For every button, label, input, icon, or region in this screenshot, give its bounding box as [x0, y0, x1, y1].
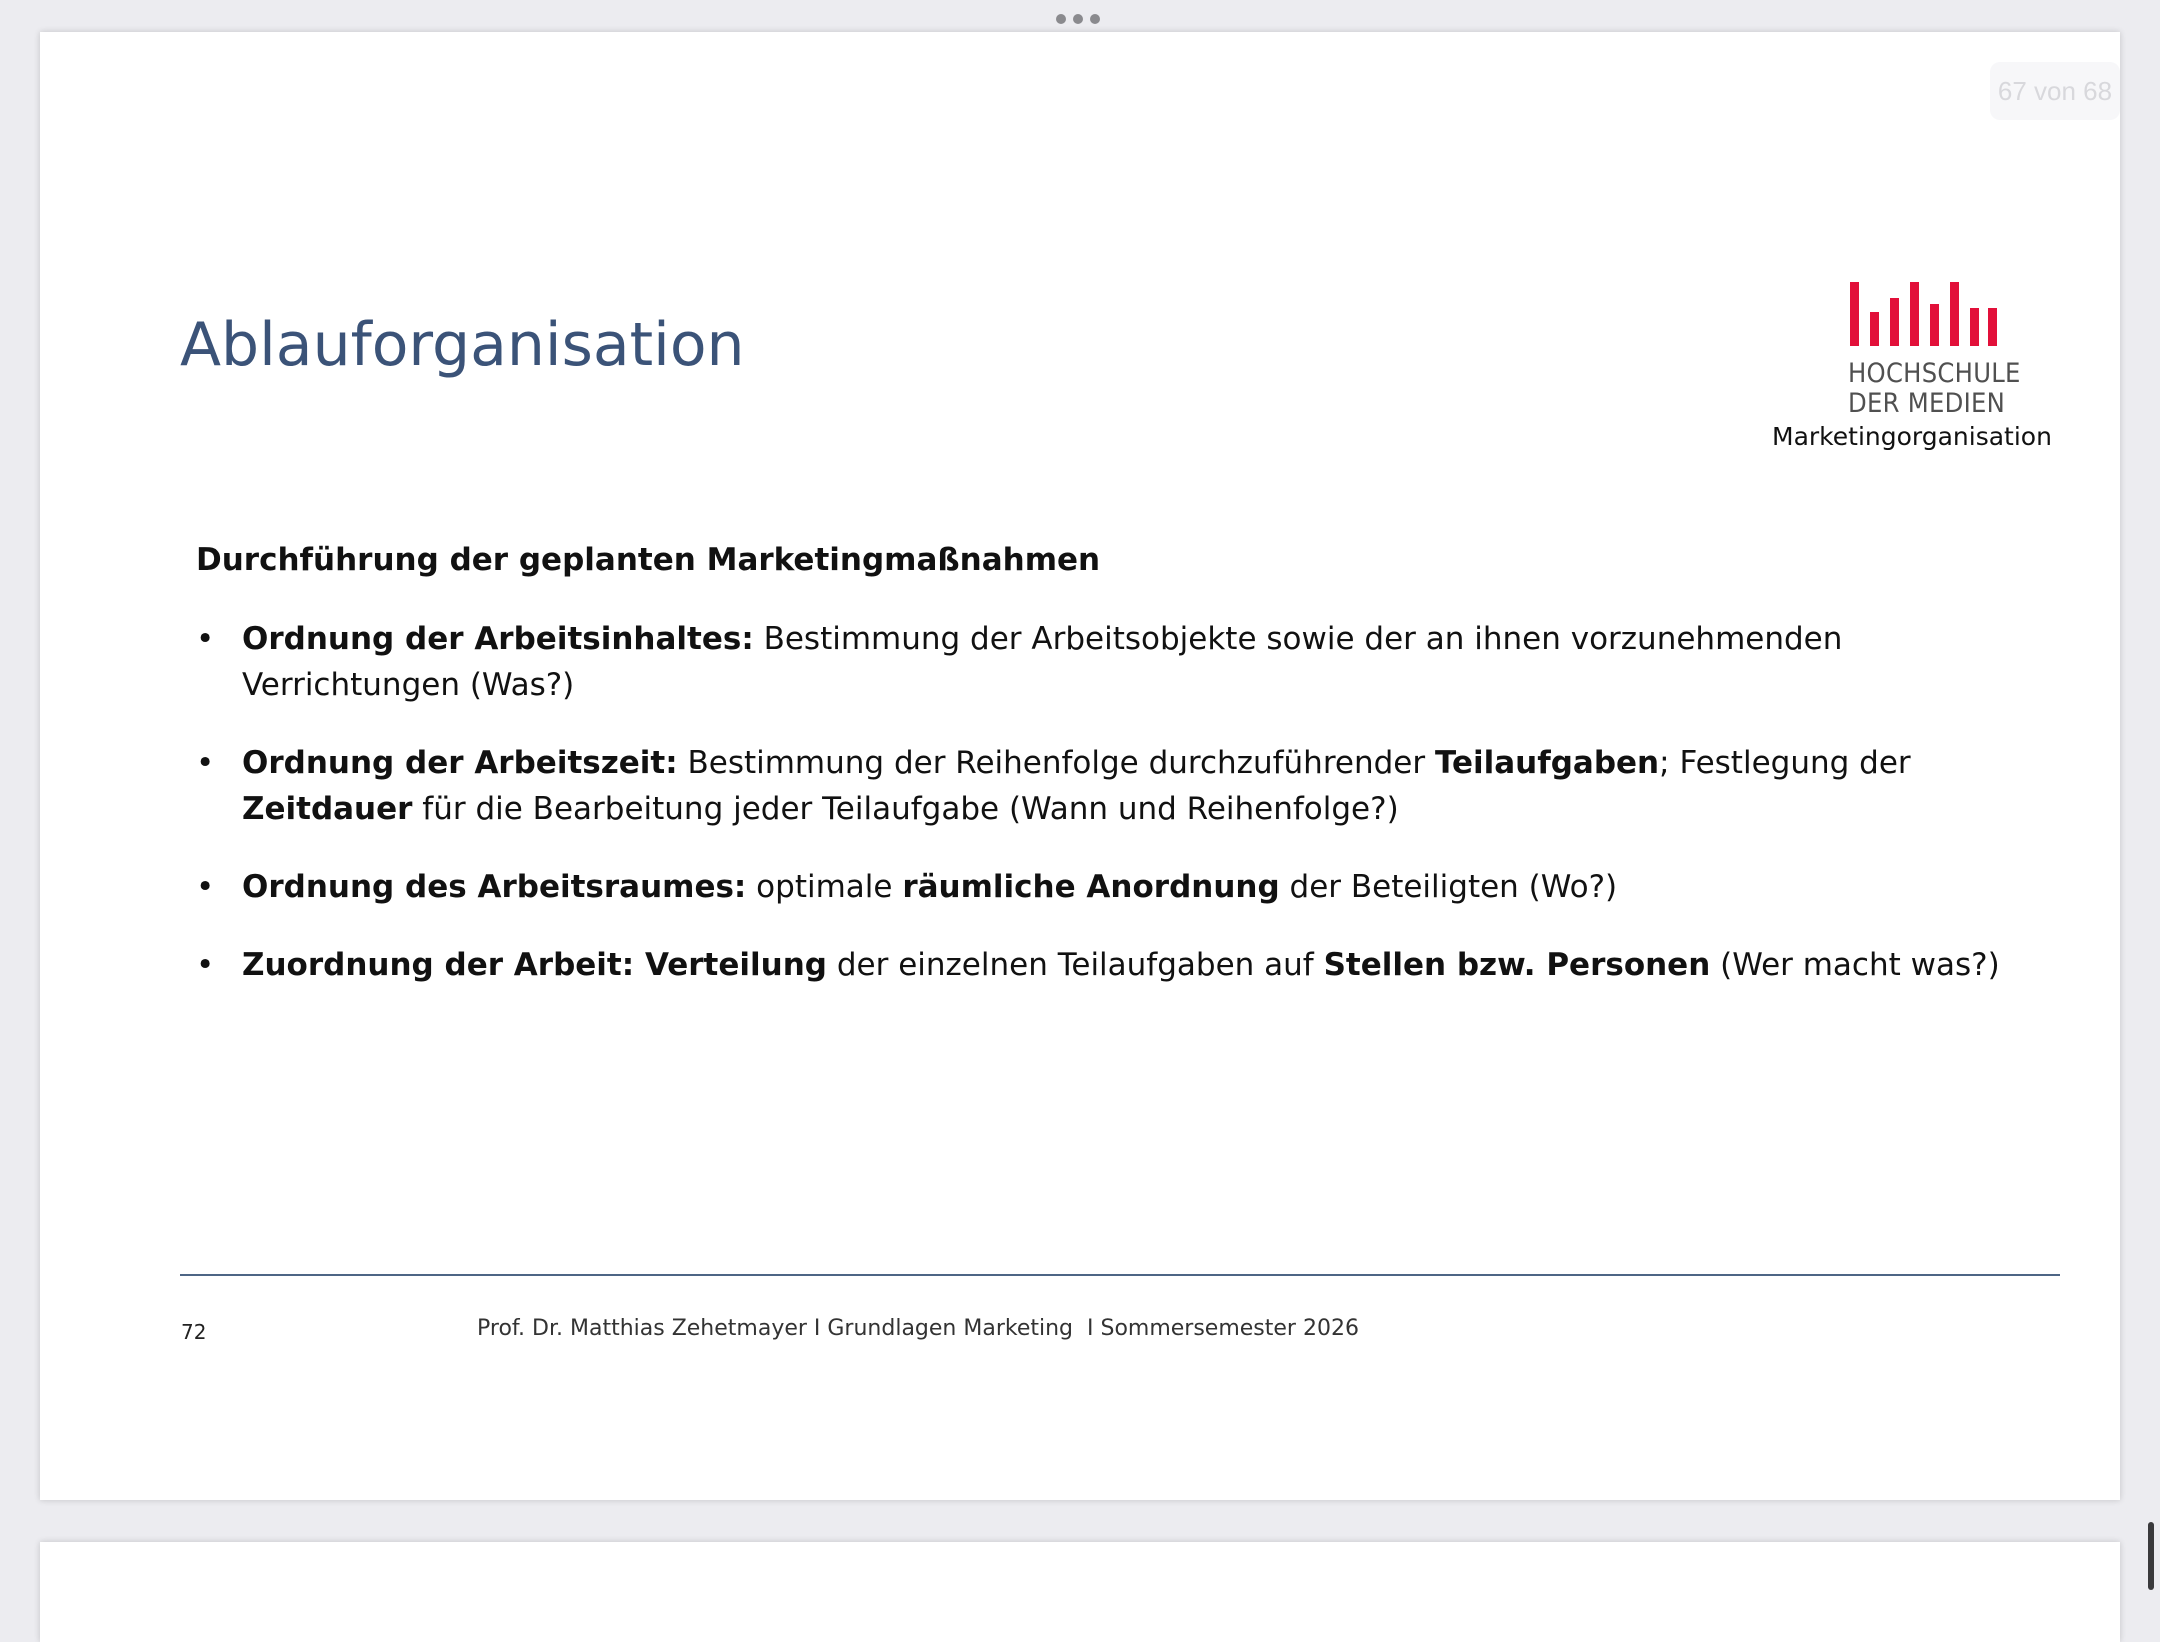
bullet-item — [196, 864, 2066, 910]
footer-divider — [180, 1274, 2060, 1276]
bullet-text: der einzelnen Teilaufgaben auf — [826, 947, 1324, 983]
bullet-text: Bestimmung der Arbeitsobjekte sowie der an ihnen vorzunehmenden Verrichtungen (Was?) — [242, 621, 1843, 703]
handle-dot — [1073, 14, 1083, 24]
bullet-bold-text: räumliche Anordnung — [902, 869, 1280, 905]
slide-content — [196, 542, 2066, 1020]
slide-number: 72 — [181, 1320, 207, 1344]
bullet-bold-text: Zeitdauer — [242, 791, 413, 827]
bullet-bold-text: Ordnung der Arbeitsinhaltes: — [242, 621, 754, 657]
bullet-text: Bestimmung der Reihenfolge durchzuführender — [677, 745, 1435, 781]
bullet-text: ; Festlegung der — [1659, 745, 1911, 781]
footer-text: Prof. Dr. Matthias Zehetmayer I Grundlagen Marketing I Sommersemester 2026 — [477, 1316, 1359, 1341]
page-counter: 67 von 68 — [1990, 62, 2120, 120]
logo-text-line2: DER MEDIEN — [1848, 388, 2006, 419]
bullet-list — [196, 616, 2066, 988]
bullet-text: der Beteiligten (Wo?) — [1279, 869, 1618, 905]
bullet-item — [196, 942, 2066, 988]
slide-page — [40, 32, 2120, 1500]
bullet-item — [196, 616, 2066, 708]
next-slide-page[interactable] — [40, 1542, 2120, 1642]
vertical-scrollbar[interactable] — [2148, 1522, 2154, 1590]
handle-dot — [1090, 14, 1100, 24]
section-heading: Durchführung der geplanten Marketingmaßnahmen — [196, 542, 1101, 578]
slide-title: Ablauforganisation — [180, 310, 745, 380]
bullet-bold-text: Ordnung des Arbeitsraumes: — [242, 869, 747, 905]
logo-text-line1: HOCHSCHULE — [1848, 358, 2021, 389]
logo-bars-icon — [1848, 282, 1998, 352]
logo-bars — [1850, 282, 1997, 346]
bullet-text: (Wer macht was?) — [1710, 947, 2000, 983]
handle-dot — [1056, 14, 1066, 24]
logo-subtitle: Marketingorganisation — [1772, 422, 2052, 451]
bullet-bold-text: Ordnung der Arbeitszeit: — [242, 745, 678, 781]
window-handle[interactable] — [1056, 14, 1104, 26]
bullet-text: für die Bearbeitung jeder Teilaufgabe (Wann und Reihenfolge?) — [412, 791, 1399, 827]
bullet-bold-text: Teilaufgaben — [1434, 745, 1660, 781]
bullet-bold-text: Zuordnung der Arbeit: Verteilung — [242, 947, 827, 983]
bullet-text: optimale — [746, 869, 903, 905]
bullet-bold-text: Stellen bzw. Personen — [1323, 947, 1711, 983]
bullet-item — [196, 740, 2066, 832]
